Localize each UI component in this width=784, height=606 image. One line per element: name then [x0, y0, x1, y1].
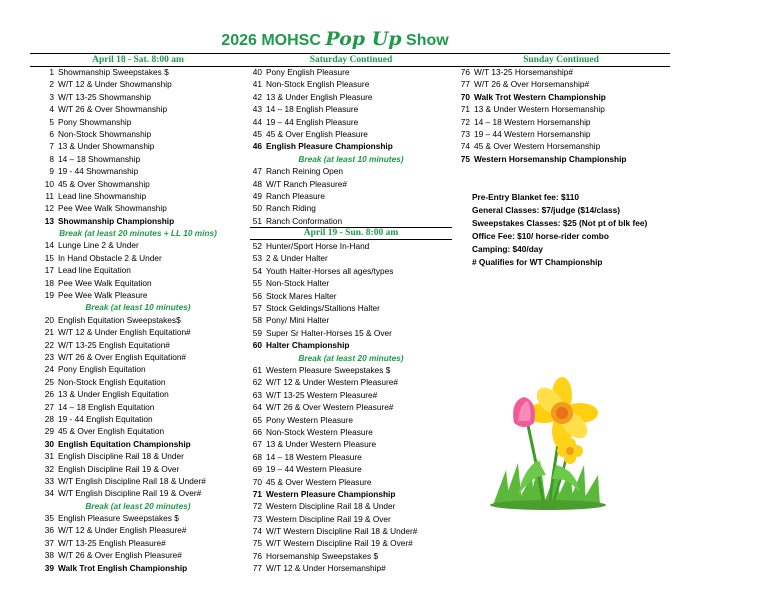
- top-rule: [30, 53, 670, 54]
- class-name: Ranch Reining Open: [266, 166, 344, 177]
- class-list: [28, 66, 248, 574]
- class-row: [250, 339, 452, 351]
- fee-line: Camping: $40/day: [472, 244, 544, 254]
- fee-info: [472, 191, 647, 269]
- class-name: Western Discipline Rail 19 & Over: [266, 513, 391, 524]
- class-name: W/T 13-25 English Pleasure#: [58, 537, 166, 548]
- class-row: [28, 289, 248, 301]
- break-note: Break (at least 10 minutes): [85, 302, 191, 313]
- class-name: Youth Halter-Horses all ages/types: [266, 265, 394, 276]
- class-row: [28, 78, 248, 90]
- class-row: [28, 178, 248, 190]
- class-row: [250, 426, 452, 438]
- class-row: [250, 451, 452, 463]
- class-name: 45 & Over Western Horsemanship: [474, 141, 601, 152]
- column-header: Saturday Continued: [309, 55, 393, 65]
- class-row: [454, 78, 668, 90]
- class-row: [250, 537, 452, 549]
- class-number: 26: [44, 389, 54, 400]
- class-name: Showmanship Sweepstakes $: [58, 67, 169, 77]
- class-number: 14: [44, 240, 54, 251]
- class-row: [250, 488, 452, 500]
- class-row: [28, 215, 248, 227]
- class-row: [250, 562, 452, 574]
- class-name: Showmanship Championship: [58, 215, 175, 226]
- class-name: W/T Western Discipline Rail 19 & Over#: [266, 538, 413, 549]
- class-name: Lead line Equitation: [58, 265, 131, 276]
- class-number: 12: [44, 203, 54, 214]
- class-number: 74: [252, 526, 262, 537]
- title-popup: Pop Up: [325, 28, 402, 50]
- class-name: Non-Stock Showmanship: [58, 128, 152, 139]
- fee-line: Office Fee: $10/ horse-rider combo: [472, 231, 609, 241]
- class-number: 15: [44, 252, 54, 263]
- class-list: [454, 66, 668, 165]
- class-name: Stock Geldings/Stallions Halter: [266, 303, 380, 314]
- class-name: 19 – 44 Western Horsemanship: [474, 128, 591, 139]
- class-number: 77: [252, 563, 262, 574]
- class-row: [28, 363, 248, 375]
- class-name: English Discipline Rail 19 & Over: [58, 463, 180, 474]
- class-number: 54: [252, 265, 262, 276]
- break-note: Break (at least 20 minutes + LL 10 mins): [59, 228, 217, 239]
- class-number: 58: [252, 315, 262, 326]
- class-name: W/T Western Discipline Rail 18 & Under#: [266, 526, 418, 537]
- class-list: [250, 66, 452, 575]
- class-number: 52: [252, 241, 262, 252]
- class-number: 40: [252, 67, 262, 77]
- class-number: 9: [49, 166, 54, 177]
- class-number: 60: [252, 340, 262, 351]
- class-name: English Equitation Sweepstakes$: [58, 314, 181, 325]
- page-title: [0, 28, 670, 50]
- class-name: 45 & Over Western Pleasure: [266, 476, 372, 487]
- class-name: Western Pleasure Championship: [266, 488, 396, 499]
- class-name: Pony Showmanship: [58, 116, 132, 127]
- class-number: 42: [252, 91, 262, 102]
- class-row: [250, 202, 452, 214]
- class-number: 18: [44, 277, 54, 288]
- class-row: [28, 537, 248, 549]
- class-row: [28, 450, 248, 462]
- class-name: Halter Championship: [266, 340, 350, 351]
- class-row: [250, 215, 452, 227]
- class-name: W/T 26 & Over Western Pleasure#: [266, 402, 394, 413]
- class-row: [28, 413, 248, 425]
- column-header: Sunday Continued: [523, 55, 599, 65]
- class-name: W/T 26 & Over English Equitation#: [58, 351, 187, 362]
- class-row: [250, 91, 452, 103]
- class-number: 66: [252, 426, 262, 437]
- class-name: W/T 13-25 Western Pleasure#: [266, 389, 378, 400]
- class-row: [250, 165, 452, 177]
- class-row: [250, 314, 452, 326]
- class-row: [28, 264, 248, 276]
- class-row: [250, 327, 452, 339]
- class-name: Non-Stock English Equitation: [58, 376, 166, 387]
- class-number: 75: [252, 538, 262, 549]
- class-number: 64: [252, 402, 262, 413]
- class-number: 68: [252, 451, 262, 462]
- class-number: 7: [49, 141, 54, 152]
- class-name: W/T 26 & Over Showmanship: [58, 104, 168, 115]
- class-number: 37: [44, 537, 54, 548]
- class-row: [250, 252, 452, 264]
- class-row: [250, 66, 452, 78]
- class-number: 29: [44, 426, 54, 437]
- class-name: Western Discipline Rail 18 & Under: [266, 501, 396, 512]
- class-name: W/T English Discipline Rail 19 & Over#: [58, 488, 202, 499]
- class-number: 44: [252, 116, 262, 127]
- column-header: April 18 - Sat. 8:00 am: [92, 55, 184, 65]
- class-row: [250, 476, 452, 488]
- class-number: 75: [460, 153, 470, 164]
- class-number: 56: [252, 290, 262, 301]
- class-row: [28, 388, 248, 400]
- class-number: 11: [45, 190, 54, 201]
- class-row: [28, 326, 248, 338]
- class-row: [28, 66, 248, 78]
- class-name: Pee Wee Walk Pleasure: [58, 290, 148, 301]
- class-number: 77: [460, 79, 470, 90]
- grass: [493, 460, 600, 505]
- class-number: 71: [460, 104, 470, 115]
- class-row: [250, 550, 452, 562]
- class-row: [250, 364, 452, 376]
- yellow-daffodil: [526, 377, 598, 449]
- class-number: 65: [252, 414, 262, 425]
- class-row: [454, 66, 668, 78]
- class-number: 73: [252, 513, 262, 524]
- class-number: 2: [49, 79, 54, 90]
- class-number: 38: [44, 550, 54, 561]
- class-number: 70: [252, 476, 262, 487]
- class-number: 22: [44, 339, 54, 350]
- class-name: English Equitation Championship: [58, 438, 191, 449]
- column-sunday-continued: [454, 55, 668, 165]
- class-number: 25: [44, 376, 54, 387]
- class-name: W/T 13-25 Showmanship: [58, 91, 151, 102]
- class-name: 14 – 18 Western Horsemanship: [474, 116, 591, 127]
- class-row: [250, 302, 452, 314]
- class-name: In Hand Obstacle 2 & Under: [58, 252, 162, 263]
- class-name: Non-Stock Halter: [266, 278, 330, 289]
- fee-line: # Qualifies for WT Championship: [472, 257, 603, 267]
- class-number: 62: [252, 377, 262, 388]
- class-name: English Discipline Rail 18 & Under: [58, 451, 184, 462]
- class-number: 45: [252, 128, 262, 139]
- class-number: 23: [44, 351, 54, 362]
- fee-line: Sweepstakes Classes: $25 (Not pt of blk fee): [472, 218, 648, 228]
- class-number: 46: [252, 141, 262, 152]
- fee-line: General Classes: $7/judge ($14/class): [472, 205, 621, 215]
- class-row: [250, 277, 452, 289]
- class-number: 57: [252, 303, 262, 314]
- class-row: [454, 103, 668, 115]
- class-number: 72: [460, 116, 470, 127]
- class-row: [454, 140, 668, 152]
- class-row: [28, 314, 248, 326]
- class-row: [28, 103, 248, 115]
- class-name: W/T 12 & Under Western Pleasure#: [266, 377, 399, 388]
- class-row: [250, 240, 452, 252]
- class-number: 76: [460, 67, 470, 77]
- class-name: W/T 13-25 English Equitation#: [58, 339, 170, 350]
- class-name: Western Horsemanship Championship: [474, 153, 627, 164]
- class-number: 4: [49, 104, 54, 115]
- class-number: 1: [49, 67, 54, 77]
- class-name: Pony English Equitation: [58, 364, 146, 375]
- class-number: 76: [252, 550, 262, 561]
- class-number: 34: [44, 488, 54, 499]
- class-number: 27: [44, 401, 54, 412]
- class-row: [28, 549, 248, 561]
- class-row: [28, 562, 248, 574]
- class-number: 39: [44, 562, 54, 573]
- class-name: W/T 12 & Under Horsemanship#: [266, 563, 386, 574]
- class-number: 49: [252, 190, 262, 201]
- fee-line: Pre-Entry Blanket fee: $110: [472, 192, 579, 202]
- class-number: 24: [44, 364, 54, 375]
- class-name: Lead line Showmanship: [58, 190, 147, 201]
- class-number: 72: [252, 501, 262, 512]
- class-name: 19 – 44 Western Pleasure: [266, 464, 362, 475]
- class-number: 8: [49, 153, 54, 164]
- class-number: 19: [44, 290, 54, 301]
- class-number: 36: [44, 525, 54, 536]
- class-name: Non-Stock Western Pleasure: [266, 426, 373, 437]
- class-row: [250, 463, 452, 475]
- class-name: 19 - 44 Showmanship: [58, 166, 139, 177]
- class-name: 13 & Under Showmanship: [58, 141, 155, 152]
- class-number: 43: [252, 104, 262, 115]
- class-number: 35: [44, 513, 54, 524]
- class-name: English Pleasure Sweepstakes $: [58, 513, 179, 524]
- class-name: 19 – 44 English Pleasure: [266, 116, 359, 127]
- class-name: Super Sr Halter-Horses 15 & Over: [266, 327, 392, 338]
- class-number: 71: [252, 488, 262, 499]
- class-row: [28, 351, 248, 363]
- class-name: 19 - 44 English Equitation: [58, 413, 153, 424]
- class-name: Walk Trot Western Championship: [474, 91, 606, 102]
- break-note: Break (at least 10 minutes): [298, 153, 404, 164]
- class-row: [454, 91, 668, 103]
- class-row: [28, 401, 248, 413]
- class-name: W/T 26 & Over English Pleasure#: [58, 550, 182, 561]
- class-name: W/T 12 & Under English Equitation#: [58, 327, 191, 338]
- class-number: 10: [44, 178, 54, 189]
- class-number: 51: [252, 215, 262, 226]
- class-row: [250, 78, 452, 90]
- class-name: 14 – 18 English Equitation: [58, 401, 155, 412]
- class-name: W/T 12 & Under Showmanship: [58, 79, 172, 90]
- class-row: [250, 265, 452, 277]
- title-suffix: Show: [406, 32, 449, 49]
- class-row: [28, 202, 248, 214]
- class-row: [250, 116, 452, 128]
- class-name: Pee Wee Walk Equitation: [58, 277, 152, 288]
- class-number: 61: [252, 364, 262, 375]
- class-row: [28, 91, 248, 103]
- class-name: 13 & Under Western Pleasure: [266, 439, 377, 450]
- class-name: Hunter/Sport Horse In-Hand: [266, 241, 370, 252]
- class-row: [454, 116, 668, 128]
- class-name: Ranch Pleasure: [266, 190, 326, 201]
- class-row: [250, 414, 452, 426]
- class-row: [250, 178, 452, 190]
- class-row: [28, 190, 248, 202]
- class-name: Lunge Line 2 & Under: [58, 240, 139, 251]
- class-number: 73: [460, 128, 470, 139]
- class-name: Stock Mares Halter: [266, 290, 337, 301]
- class-row: [250, 438, 452, 450]
- class-name: Pee Wee Walk Showmanship: [58, 203, 167, 214]
- class-name: Ranch Conformation: [266, 215, 343, 226]
- class-row: [28, 165, 248, 177]
- class-number: 32: [44, 463, 54, 474]
- class-number: 63: [252, 389, 262, 400]
- class-name: W/T 13-25 Horsemanship#: [474, 67, 573, 77]
- title-year: 2026 MOHSC: [221, 32, 321, 49]
- class-row: [28, 128, 248, 140]
- class-number: 48: [252, 178, 262, 189]
- class-row: [28, 438, 248, 450]
- pink-tulip: [513, 397, 535, 427]
- class-row: [250, 401, 452, 413]
- class-name: 14 – 18 Western Pleasure: [266, 451, 362, 462]
- class-name: Ranch Riding: [266, 203, 316, 214]
- class-name: Pony/ Mini Halter: [266, 315, 330, 326]
- class-row: [28, 140, 248, 152]
- class-number: 20: [44, 314, 54, 325]
- class-number: 13: [44, 215, 54, 226]
- class-number: 50: [252, 203, 262, 214]
- class-row: [454, 128, 668, 140]
- class-name: Walk Trot English Championship: [58, 562, 188, 573]
- class-row: [28, 277, 248, 289]
- class-name: Horsemanship Sweepstakes $: [266, 550, 379, 561]
- class-name: 13 & Under Western Horsemanship: [474, 104, 605, 115]
- column-saturday: [28, 55, 248, 574]
- break-note: Break (at least 20 minutes): [298, 352, 404, 363]
- flower-illustration: [488, 375, 608, 510]
- class-name: 14 – 18 Showmanship: [58, 153, 141, 164]
- class-number: 30: [44, 438, 54, 449]
- class-name: 45 & Over Showmanship: [58, 178, 150, 189]
- class-number: 3: [49, 91, 54, 102]
- class-number: 6: [49, 128, 54, 139]
- grass-base: [490, 500, 606, 510]
- class-row: [28, 153, 248, 165]
- class-row: [28, 339, 248, 351]
- class-row: [250, 389, 452, 401]
- class-name: 14 – 18 English Pleasure: [266, 104, 359, 115]
- class-name: Pony Western Pleasure: [266, 414, 354, 425]
- class-name: 2 & Under Halter: [266, 253, 328, 264]
- day-header: April 19 - Sun. 8:00 am: [250, 227, 452, 240]
- class-row: [250, 128, 452, 140]
- class-row: [250, 290, 452, 302]
- class-name: W/T Ranch Pleasure#: [266, 178, 348, 189]
- class-number: 70: [460, 91, 470, 102]
- class-number: 21: [44, 327, 54, 338]
- class-row: [454, 153, 668, 165]
- class-row: [28, 239, 248, 251]
- class-row: [250, 500, 452, 512]
- class-number: 31: [44, 451, 54, 462]
- class-name: English Pleasure Championship: [266, 141, 393, 152]
- class-row: [250, 140, 452, 152]
- class-row: [28, 252, 248, 264]
- class-number: 41: [252, 79, 262, 90]
- class-name: 13 & Under English Equitation: [58, 389, 169, 400]
- class-row: [250, 525, 452, 537]
- class-name: Western Pleasure Sweepstakes $: [266, 364, 391, 375]
- class-name: 13 & Under English Pleasure: [266, 91, 373, 102]
- class-row: [250, 376, 452, 388]
- class-row: [250, 513, 452, 525]
- class-name: 45 & Over English Equitation: [58, 426, 165, 437]
- class-name: W/T 12 & Under English Pleasure#: [58, 525, 187, 536]
- class-number: 53: [252, 253, 262, 264]
- class-name: W/T English Discipline Rail 18 & Under#: [58, 475, 206, 486]
- class-number: 69: [252, 464, 262, 475]
- break-note: Break (at least 20 minutes): [85, 500, 191, 511]
- class-name: Pony English Pleasure: [266, 67, 350, 77]
- class-row: [250, 190, 452, 202]
- class-row: [250, 103, 452, 115]
- class-number: 55: [252, 278, 262, 289]
- class-row: [28, 524, 248, 536]
- class-row: [28, 463, 248, 475]
- class-number: 59: [252, 327, 262, 338]
- column-saturday-continued: [250, 55, 452, 575]
- class-row: [28, 512, 248, 524]
- class-row: [28, 116, 248, 128]
- class-row: [28, 376, 248, 388]
- class-number: 74: [460, 141, 470, 152]
- class-name: Non-Stock English Pleasure: [266, 79, 370, 90]
- class-number: 67: [252, 439, 262, 450]
- class-row: [28, 487, 248, 499]
- class-number: 17: [44, 265, 54, 276]
- class-number: 5: [49, 116, 54, 127]
- class-number: 28: [44, 413, 54, 424]
- class-row: [28, 475, 248, 487]
- class-number: 47: [252, 166, 262, 177]
- class-name: 45 & Over English Pleasure: [266, 128, 368, 139]
- header-rule: [30, 66, 670, 67]
- class-number: 33: [44, 475, 54, 486]
- class-row: [28, 425, 248, 437]
- class-name: W/T 26 & Over Horsemanship#: [474, 79, 590, 90]
